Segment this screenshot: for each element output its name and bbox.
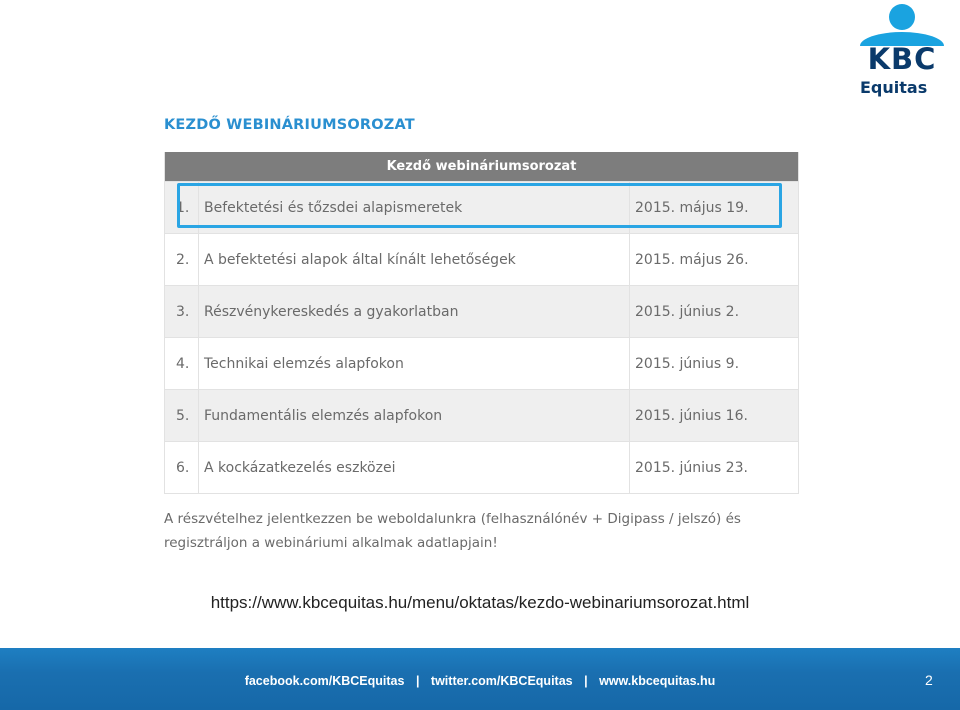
section-title: KEZDŐ WEBINÁRIUMSOROZAT: [164, 117, 415, 133]
row-date: 2015. május 26.: [635, 251, 749, 268]
footer-separator: |: [415, 674, 420, 688]
row-number: 2.: [165, 234, 199, 285]
row-number: 4.: [165, 338, 199, 389]
table-row[interactable]: [165, 285, 798, 337]
facebook-link[interactable]: facebook.com/KBCEquitas: [244, 674, 405, 688]
row-date: 2015. június 16.: [635, 407, 748, 424]
table-row[interactable]: [165, 337, 798, 389]
row-number: 5.: [165, 390, 199, 441]
logo-sub-text: Equitas: [860, 78, 928, 97]
footer-bar: [0, 648, 960, 710]
footer-links: [0, 674, 960, 688]
kbc-equitas-logo: [856, 4, 946, 100]
twitter-link[interactable]: twitter.com/KBCEquitas: [430, 674, 573, 688]
page-number: 2: [925, 672, 933, 688]
row-title[interactable]: Fundamentális elemzés alapfokon: [199, 390, 630, 441]
table-row[interactable]: [165, 389, 798, 441]
row-title[interactable]: A kockázatkezelés eszközei: [199, 442, 630, 493]
row-number: 6.: [165, 442, 199, 493]
highlight-box: [177, 183, 782, 228]
row-number: 1.: [165, 182, 199, 233]
table-header: Kezdő webináriumsorozat: [165, 152, 798, 181]
row-date: 2015. június 9.: [635, 355, 740, 372]
logo-head-icon: [889, 4, 915, 30]
source-url[interactable]: https://www.kbcequitas.hu/menu/oktatas/kezdo-webinariumsorozat.html: [210, 593, 750, 612]
row-title[interactable]: Technikai elemzés alapfokon: [199, 338, 630, 389]
footer-separator: |: [584, 674, 588, 688]
row-date: 2015. május 19.: [635, 199, 749, 216]
row-number: 3.: [165, 286, 199, 337]
logo-brand-text: KBC: [867, 42, 937, 76]
row-date: 2015. június 2.: [635, 303, 740, 320]
website-link[interactable]: www.kbcequitas.hu: [599, 674, 716, 688]
row-title[interactable]: Részvénykereskedés a gyakorlatban: [199, 286, 630, 337]
row-title[interactable]: Befektetési és tőzsdei alapismeretek: [199, 182, 630, 233]
table-row[interactable]: [165, 441, 798, 493]
row-title[interactable]: A befektetési alapok által kínált lehetőségek: [199, 234, 630, 285]
row-date: 2015. június 23.: [635, 459, 748, 476]
registration-note: A részvételhez jelentkezzen be weboldalunkra (felhasználónév + Digipass / jelszó) és regisztráljon a webináriumi alkalmak adatlapjain!: [164, 511, 741, 551]
table-row[interactable]: [165, 233, 798, 285]
